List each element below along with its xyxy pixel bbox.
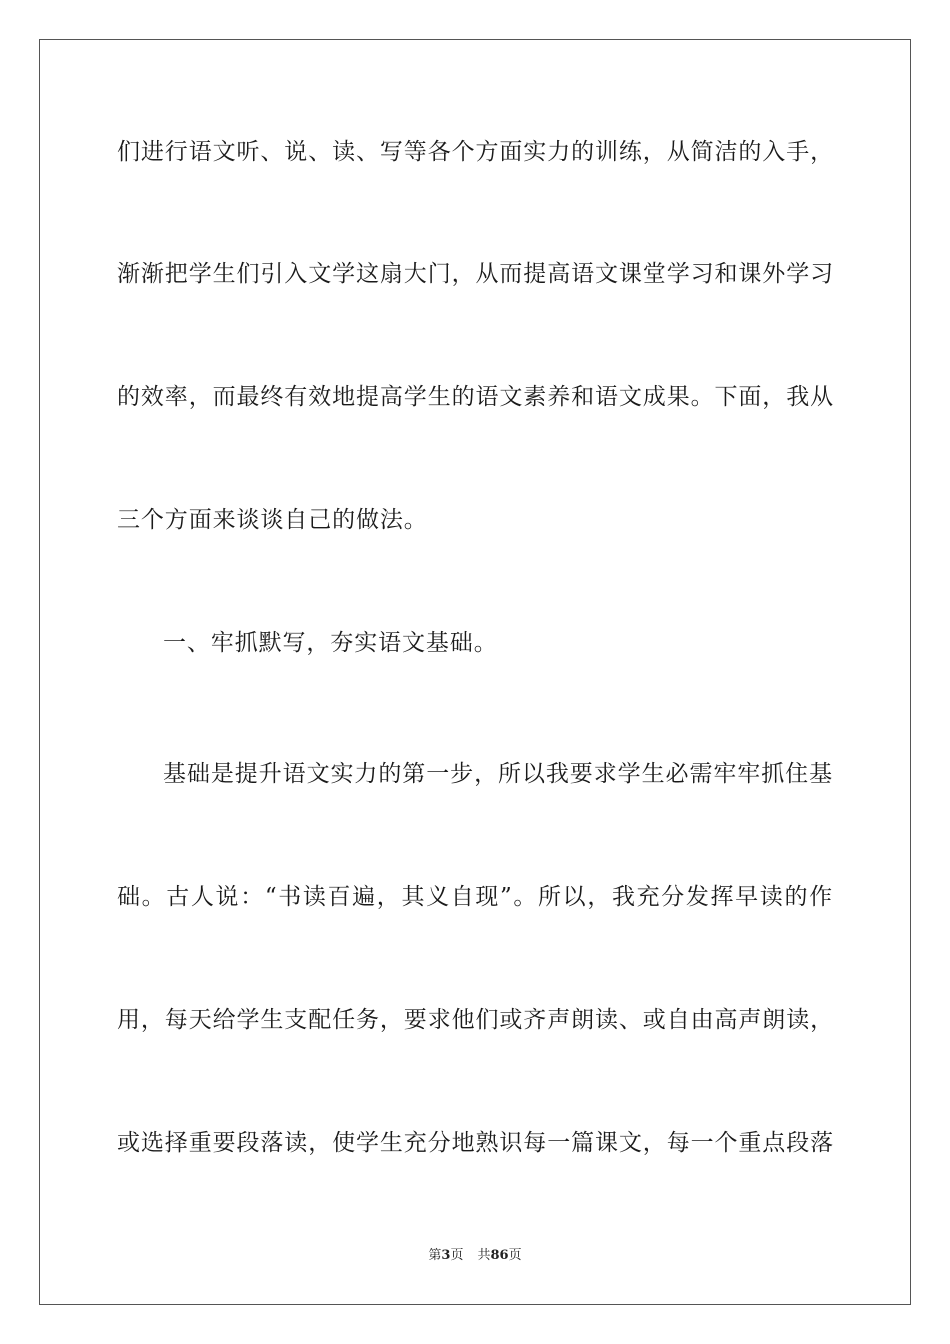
body-line-4: 三个方面来谈谈自己的做法。 (117, 507, 428, 533)
body-line-1: 们进行语文听、说、读、写等各个方面实力的训练，从简洁的入手， (117, 139, 834, 165)
page-border (39, 39, 911, 1305)
footer-page-suffix: 页 (450, 1248, 464, 1263)
body-line-3: 的效率，而最终有效地提高学生的语文素养和语文成果。下面，我从 (117, 384, 834, 410)
section-heading: 一、牢抓默写，夯实语文基础。 (163, 630, 498, 656)
body-line-6: 基础是提升语文实力的第一步，所以我要求学生必需牢牢抓住基 (163, 761, 833, 787)
body-line-9: 或选择重要段落读，使学生充分地熟识每一篇课文，每一个重点段落 (117, 1130, 834, 1156)
footer-total-suffix: 页 (508, 1248, 522, 1263)
footer-total-pages: 86 (490, 1248, 509, 1263)
footer-page-number: 3 (441, 1248, 451, 1263)
page-footer (0, 1248, 950, 1264)
body-line-7: 础。古人说：“书读百遍，其义自现”。所以，我充分发挥早读的作 (117, 884, 833, 910)
body-line-8: 用，每天给学生支配任务，要求他们或齐声朗读、或自由高声朗读， (117, 1007, 834, 1033)
footer-page-prefix: 第 (428, 1248, 442, 1263)
footer-total-prefix: 共 (477, 1248, 491, 1263)
body-line-2: 渐渐把学生们引入文学这扇大门，从而提高语文课堂学习和课外学习 (117, 261, 834, 287)
